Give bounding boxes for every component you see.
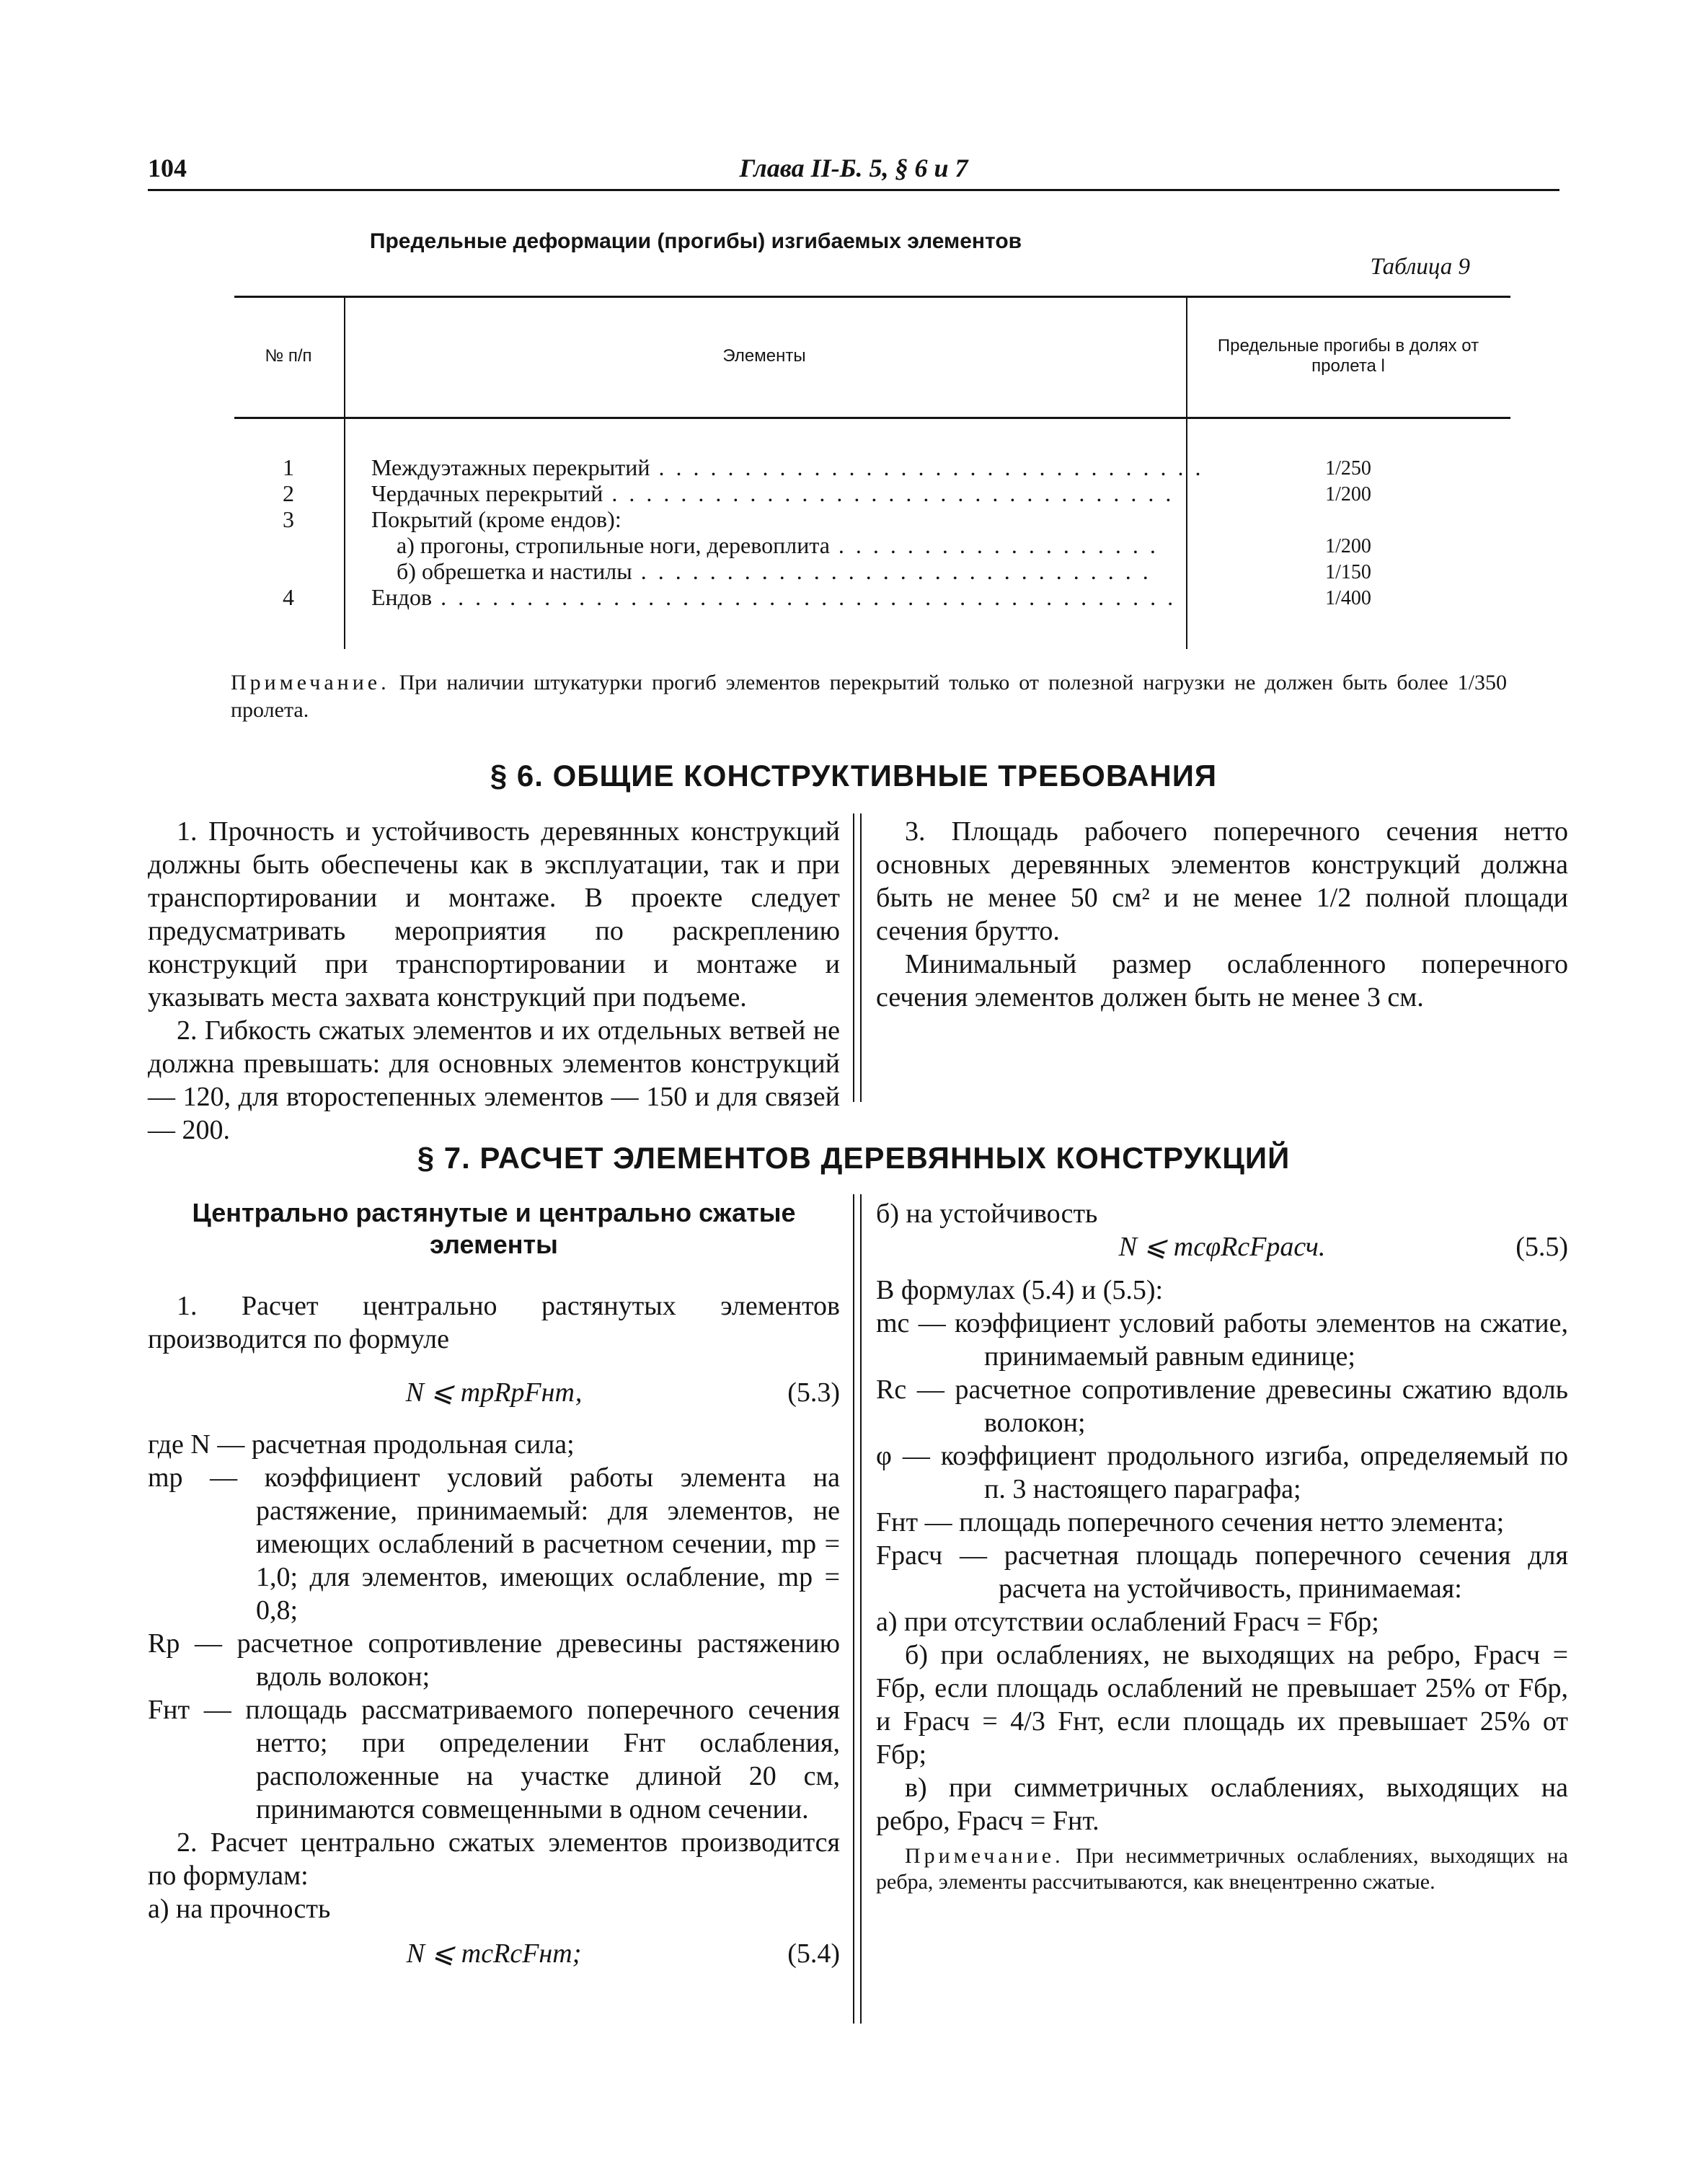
row-number: 1 — [283, 454, 294, 480]
formula-expression: N ⩽ mсφRсFрасч. — [1118, 1232, 1326, 1262]
section-6-left-column — [148, 815, 840, 1145]
row-deflection-value: 1/150 — [1325, 561, 1371, 583]
formula-number: (5.3) — [787, 1377, 840, 1408]
definition-Fnt: Fнт — площадь рассматриваемого поперечного сечения нетто; при определении Fнт ослабления, расположенные на участке длиной 20 см, принимаются совмещенными в одном сечении. — [148, 1695, 840, 1825]
row-deflection-value: 1/200 — [1325, 535, 1371, 557]
section-7-paragraph-1: 1. Расчет центрально растянутых элементов производится по формуле — [148, 1291, 840, 1354]
row-number: 2 — [283, 480, 294, 506]
definition-Rc: Rс — расчетное сопротивление древесины сжатию вдоль волокон; — [876, 1375, 1568, 1438]
table-note-text: При наличии штукатурки прогиб элементов перекрытий только от полезной нагрузки не должен быть более 1/350 пролета. — [231, 671, 1508, 722]
header-rule — [148, 189, 1559, 191]
section-7-left-column — [148, 1197, 840, 1980]
column-header-elements: Элементы — [722, 346, 806, 366]
definition-phi: φ — коэффициент продольного изгиба, определяемый по п. 3 настоящего параграфа; — [876, 1441, 1568, 1504]
chapter-reference: Глава II-Б. 5, § 6 и 7 — [739, 154, 968, 182]
row-deflection-value: 1/400 — [1325, 587, 1371, 609]
page-number: 104 — [148, 154, 187, 182]
section-6-heading: § 6. ОБЩИЕ КОНСТРУКТИВНЫЕ ТРЕБОВАНИЯ — [490, 759, 1218, 793]
running-head — [148, 153, 1559, 193]
case-a: а) при отсутствии ослаблений Fрасч = Fбр; — [876, 1607, 1379, 1637]
case-c: в) при симметричных ослаблениях, выходящих на ребро, Fрасч = Fнт. — [876, 1773, 1568, 1836]
formulas-intro: В формулах (5.4) и (5.5): — [876, 1275, 1164, 1305]
row-number: 4 — [283, 584, 294, 610]
deflection-table — [234, 296, 1510, 656]
section-7-heading: § 7. РАСЧЕТ ЭЛЕМЕНТОВ ДЕРЕВЯННЫХ КОНСТРУКЦИЙ — [417, 1141, 1291, 1175]
table-header-rule — [234, 417, 1510, 419]
definition-Fras: Fрасч — расчетная площадь поперечного сечения для расчета на устойчивость, принимаемая: — [876, 1540, 1568, 1604]
table-column-divider — [344, 296, 345, 649]
formula-expression: N ⩽ mсRсFнт; — [406, 1938, 582, 1969]
row-number: 3 — [283, 506, 294, 532]
table-note — [231, 669, 1507, 724]
section-7-note — [876, 1843, 1568, 1895]
section-6-paragraph-1: 1. Прочность и устойчивость деревянных конструкций должны быть обеспечены как в эксплуатации, так и при транспортировании и монтаже. В проекте следует предусматривать мероприятия по раскреплению конструкций при транспортировании и монтаже и указывать места захвата конструкций при подъеме. — [148, 816, 840, 1012]
definition-mc: mс — коэффициент условий работы элементов на сжатие, принимаемый равным единице; — [876, 1308, 1568, 1372]
case-b: б) при ослаблениях, не выходящих на ребро, Fрасч = Fбр, если площадь ослаблений не превышает 25% от Fбр, и Fрасч = 4/3 Fнт, если площадь их превышает 25% от Fбр; — [876, 1640, 1568, 1770]
formula-number: (5.5) — [1515, 1232, 1568, 1262]
formula-5-3 — [148, 1376, 840, 1419]
note-lead: Примечание. — [905, 1844, 1064, 1868]
row-label: Покрытий (кроме ендов): — [371, 506, 621, 532]
section-6-paragraph-2: 2. Гибкость сжатых элементов и их отдельных ветвей не должна превышать: для основных элементов конструкций — 120, для второстепенных элементов — 150 и для связей — 200. — [148, 1015, 840, 1145]
table-title: Предельные деформации (прогибы) изгибаемых элементов — [369, 229, 1022, 253]
section-7-right-column — [876, 1197, 1568, 1895]
row-label: Междуэтажных перекрытий . . . . . . . . . . . . . . . . . . . . . . . . . . . . . . . . — [371, 454, 1204, 480]
row-label: б) обрешетка и настилы . . . . . . . . . . . . . . . . . . . . . . . . . . . . . . — [397, 558, 1151, 584]
stability-case: б) на устойчивость — [876, 1199, 1098, 1229]
formula-5-5 — [876, 1230, 1568, 1274]
table-top-rule — [234, 296, 1510, 298]
subsection-heading: Центрально растянутые и центрально сжатые элементы — [192, 1198, 796, 1259]
formula-number: (5.4) — [787, 1938, 840, 1969]
definition-Rp: Rр — расчетное сопротивление древесины растяжению вдоль волокон; — [148, 1628, 840, 1692]
column-header-deflection: Предельные прогибы в долях от пролета l — [1217, 336, 1479, 376]
section-6-paragraph-3: 3. Площадь рабочего поперечного сечения нетто основных деревянных элементов конструкций должна быть не менее 50 см² и не менее 1/2 полной площади сечения брутто. — [876, 816, 1568, 946]
column-header-number: № п/п — [265, 346, 312, 366]
row-label: Ендов . . . . . . . . . . . . . . . . . . . . . . . . . . . . . . . . . . . . . . . . . . . — [371, 584, 1177, 610]
table-note-lead: Примечание. — [231, 671, 390, 694]
column-divider — [853, 813, 862, 1102]
formula-expression: N ⩽ mрRрFнт, — [405, 1377, 583, 1408]
table-number: Таблица 9 — [1370, 254, 1470, 280]
formula-5-4 — [148, 1937, 840, 1980]
section-6-right-column — [876, 815, 1568, 1014]
section-6-paragraph-4: Минимальный размер ослабленного поперечного сечения элементов должен быть не менее 3 см. — [876, 949, 1568, 1012]
row-label: а) прогоны, стропильные ноги, деревоплита . . . . . . . . . . . . . . . . . . . — [397, 532, 1159, 558]
row-deflection-value: 1/250 — [1325, 457, 1371, 480]
row-label: Чердачных перекрытий . . . . . . . . . . . . . . . . . . . . . . . . . . . . . . . . . — [371, 480, 1174, 506]
where-lead: где N — расчетная продольная сила; — [148, 1429, 575, 1460]
definition-Fnt-2: Fнт — площадь поперечного сечения нетто элемента; — [876, 1507, 1505, 1538]
row-deflection-value: 1/200 — [1325, 483, 1371, 506]
strength-case: а) на прочность — [148, 1894, 331, 1924]
note-text: При несимметричных ослаблениях, выходящих на ребра, элементы рассчитываются, как внецентренно сжатые. — [876, 1844, 1568, 1894]
definition-mp: mр — коэффициент условий работы элемента на растяжение, принимаемый: для элементов, не имеющих ослаблений в расчетном сечении, mр = 1,0; для элементов, имеющих ослабление, mр = 0,8; — [148, 1462, 840, 1625]
column-divider — [853, 1194, 862, 2024]
section-7-paragraph-2: 2. Расчет центрально сжатых элементов производится по формулам: — [148, 1827, 840, 1891]
